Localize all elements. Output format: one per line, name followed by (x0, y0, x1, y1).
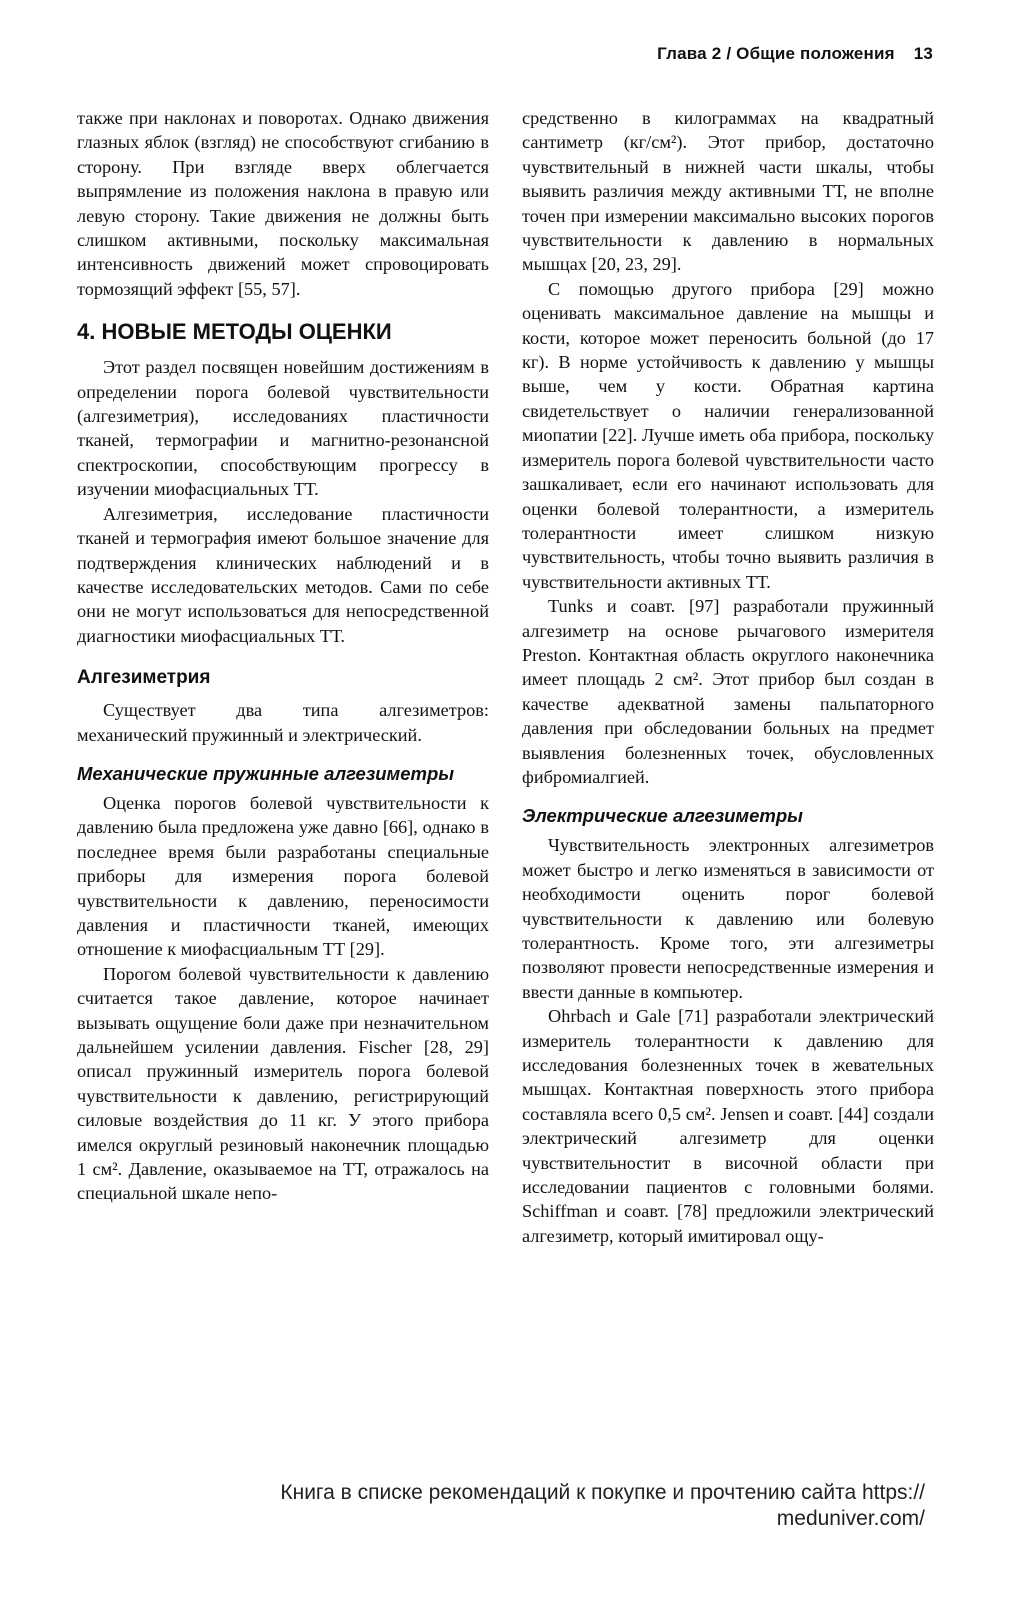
paragraph-electronic: Чувствительность электронных алгезиметров может быстро и легко изменяться в зависимости от необходимости оценить порог болевой чувствительности к давлению или болевую толерантность. Кроме того, эти алгезиметры позволяют провести непосредственные измерения и ввести данные в компьютер. (522, 835, 934, 1002)
footer-line-1: Книга в списке рекомендаций к покупке и прочтению сайта https:// (280, 1481, 925, 1504)
footer-note (165, 1480, 925, 1532)
paragraph-tolerance: С помощью другого прибора [29] можно оценивать максимальное давление на мышцы и кости, которое может переносить больной (до 17 кг). В норме устойчивость к давлению у мышцы выше, чем у кости. Обратная картина свидетельствует о наличии генерализованной миопатии [22]. Лучше иметь оба прибора, поскольку измеритель порога болевой чувствительности часто зашкаливает, если его начинают использовать для оценки болевой толерантности, а измеритель толерантности имеет слишком низкую чувствительность, чтобы точно выявить различия в чувствительности активных ТТ. (522, 278, 934, 592)
section-heading: 4. НОВЫЕ МЕТОДЫ ОЦЕНКИ (77, 319, 392, 345)
page-number: 13 (913, 44, 933, 63)
paragraph-threshold: Порогом болевой чувствительности к давлению считается такое давление, которое начинает вызывать ощущение боли даже при незначительном дальнейшем усилении давления. Fischer [28, 29] описал пружинный измеритель порога болевой чувствительности к давлению, регистрирующий силовые воздействия до 11 кг. У этого прибора имелся округлый резиновый наконечник площадью 1 см². Давление, оказываемое на ТТ, отражалось на специальной шкале непо- (77, 963, 489, 1204)
paragraph-types: Существует два типа алгезиметров: механический пружинный и электрический. (77, 700, 489, 745)
subsubsection-heading-mechanical: Механические пружинные алгезиметры (77, 762, 455, 784)
subsection-heading: Алгезиметрия (77, 667, 211, 689)
paragraph-continued: средственно в килограммах на квадратный сантиметр (кг/см²). Этот прибор, достаточно чувствительный в нижней части шкалы, чтобы выявить различия между активными ТТ, не вполне точен при измерении максимально высоких порогов чувствительности к давлению в нормальных мышцах [20, 23, 29]. (522, 108, 934, 275)
subsubsection-heading-electric: Электрические алгезиметры (522, 805, 803, 827)
footer-line-2: meduniver.com/ (776, 1507, 925, 1530)
left-column (77, 106, 489, 1206)
paragraph-methods: Алгезиметрия, исследование пластичности тканей и термография имеют большое значение для подтверждения клинических наблюдений и в качестве исследовательских методов. Сами по себе они не могут использоваться для непосредственной диагностики миофасциальных ТТ. (77, 503, 489, 646)
paragraph-intro: Этот раздел посвящен новейшим достижениям в определении порога болевой чувствительности (алгезиметрия), исследованиях пластичности тканей, термографии и магнитно-резонансной спектроскопии, способствующим прогрессу в изучении миофасциальных ТТ. (77, 357, 489, 500)
paragraph-tunks: Tunks и соавт. [97] разработали пружинный алгезиметр на основе рычагового измерителя Preston. Контактная область округлого наконечника имеет площадь 2 см². Этот прибор был создан в качестве адекватной замены пальпаторного давления при обследовании больных на предмет выявления болезненных точек, обусловленных фибромиалгией. (522, 596, 934, 787)
paragraph-continued: также при наклонах и поворотах. Однако движения глазных яблок (взгляд) не способствуют сгибанию в сторону. При взгляде вверх облегчается выпрямление из положения наклона в правую или левую сторону. Такие движения не должны быть слишком активными, поскольку максимальная интенсивность движений может спровоцировать тормозящий эффект [55, 57]. (77, 108, 489, 299)
paragraph-assessment: Оценка порогов болевой чувствительности к давлению была предложена уже давно [66], однако в последнее время были разработаны специальные приборы для измерения порога болевой чувствительности к давлению, переносимости давления и пластичности тканей, имеющих отношение к миофасциальным ТТ [29]. (77, 792, 489, 960)
right-column (522, 106, 934, 1248)
paragraph-ohrbach: Ohrbach и Gale [71] разработали электрический измеритель толерантности к давлению для исследования болезненных точек в жевательных мышцах. Контактная поверхность этого прибора составляла всего 0,5 см². Jensen и соавт. [44] создали электрический алгезиметр для оценки чувствительностит в височной области при исследовании пациентов с головными болями. Schiffman и соавт. [78] предложили электрический алгезиметр, который имитировал ощу- (522, 1006, 934, 1246)
running-header (657, 44, 933, 64)
chapter-title: Глава 2 / Общие положения (657, 44, 895, 63)
